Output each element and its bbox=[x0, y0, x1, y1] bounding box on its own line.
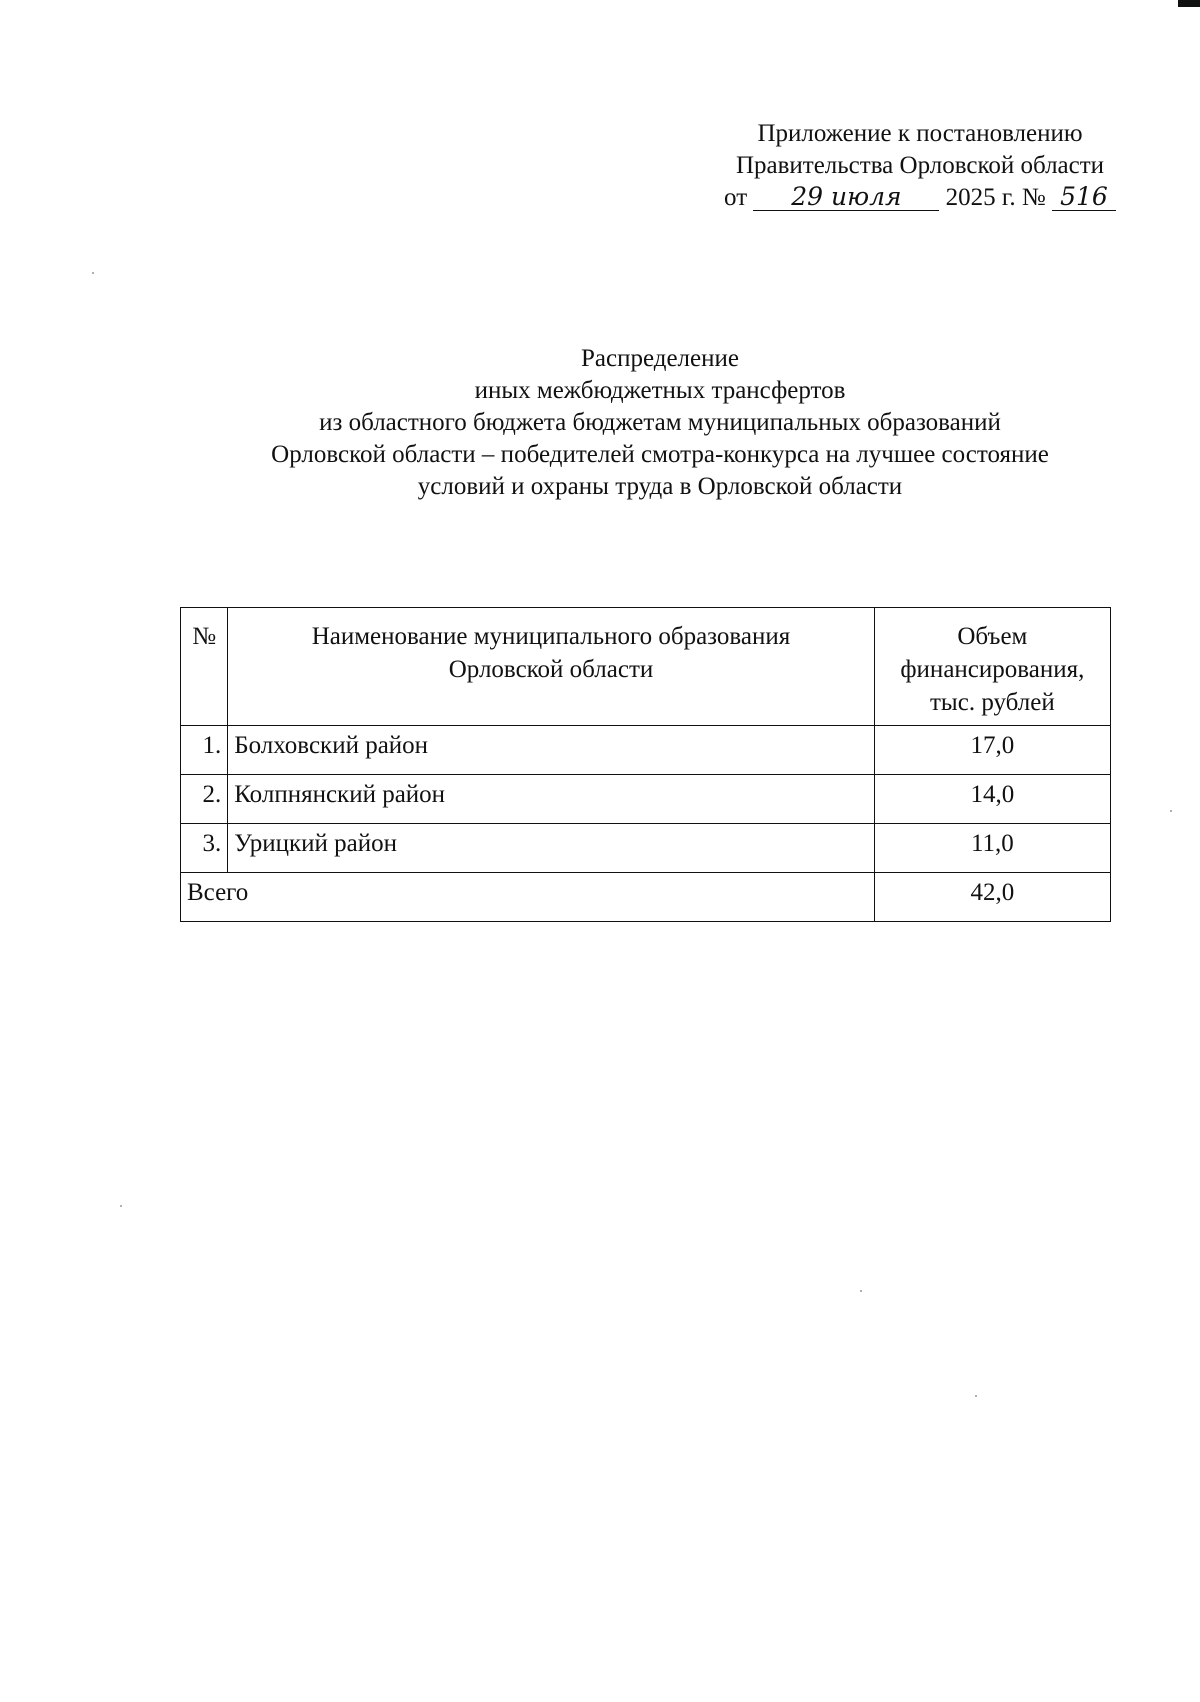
handwritten-date: 29 июля bbox=[753, 184, 939, 211]
title-line-4: Орловской области – победителей смотра-конкурса на лучшее состояние bbox=[271, 441, 1049, 468]
total-row bbox=[181, 873, 1111, 922]
header-num: № bbox=[181, 608, 228, 726]
header-amount bbox=[874, 608, 1110, 726]
header-amount-line-3: тыс. рублей bbox=[930, 689, 1055, 716]
scan-speck bbox=[860, 1290, 862, 1292]
year-number-label: 2025 г. № bbox=[945, 184, 1046, 211]
header-amount-line-2: финансирования, bbox=[900, 656, 1085, 683]
row-num: 1. bbox=[181, 726, 228, 775]
appendix-line-2: Правительства Орловской области bbox=[735, 152, 1105, 179]
scan-speck bbox=[1170, 810, 1172, 812]
appendix-date-line bbox=[700, 182, 1140, 214]
scan-speck bbox=[975, 1395, 977, 1397]
row-name: Колпнянский район bbox=[228, 775, 874, 824]
distribution-table bbox=[180, 607, 1111, 922]
handwritten-number: 516 bbox=[1052, 184, 1116, 211]
table-row bbox=[181, 726, 1111, 775]
title-line-1: Распределение bbox=[581, 345, 739, 372]
table-body bbox=[181, 726, 1111, 922]
scan-corner-mark bbox=[1178, 0, 1200, 7]
row-amount: 17,0 bbox=[874, 726, 1110, 775]
title-line-5: условий и охраны труда в Орловской области bbox=[417, 473, 903, 500]
document-title bbox=[150, 343, 1170, 503]
appendix-header bbox=[700, 118, 1140, 214]
row-num: 2. bbox=[181, 775, 228, 824]
header-name bbox=[228, 608, 874, 726]
total-label: Всего bbox=[181, 873, 875, 922]
row-name: Урицкий район bbox=[228, 824, 874, 873]
scan-speck bbox=[92, 272, 94, 274]
row-name: Болховский район bbox=[228, 726, 874, 775]
row-amount: 11,0 bbox=[874, 824, 1110, 873]
total-amount: 42,0 bbox=[874, 873, 1110, 922]
header-amount-line-1: Объем bbox=[957, 623, 1028, 650]
table-row bbox=[181, 824, 1111, 873]
appendix-line-1: Приложение к постановлению bbox=[757, 120, 1083, 147]
title-line-3: из областного бюджета бюджетам муниципальных образований bbox=[319, 409, 1001, 436]
table-row bbox=[181, 775, 1111, 824]
header-name-line-1: Наименование муниципального образования bbox=[311, 623, 791, 650]
scan-speck bbox=[120, 1205, 122, 1207]
table-header bbox=[181, 608, 1111, 726]
header-name-line-2: Орловской области bbox=[448, 656, 654, 683]
row-num: 3. bbox=[181, 824, 228, 873]
from-label: от bbox=[724, 184, 748, 211]
header-row bbox=[181, 608, 1111, 726]
title-line-2: иных межбюджетных трансфертов bbox=[474, 377, 846, 404]
row-amount: 14,0 bbox=[874, 775, 1110, 824]
